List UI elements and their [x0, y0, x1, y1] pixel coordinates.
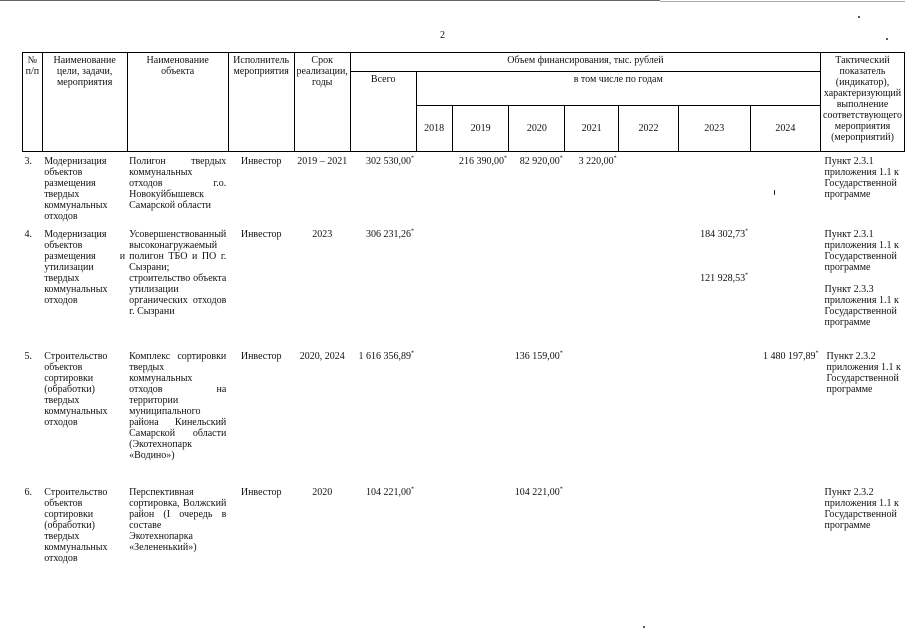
header-goal: Наименование цели, задачи, мероприятия: [42, 53, 127, 152]
funding-table: [22, 52, 905, 577]
footnote-mark: *: [411, 228, 414, 235]
row-executor: Инвестор: [240, 486, 282, 498]
top-border-line-faint: [660, 1, 905, 2]
row-term: 2020, 2024: [299, 350, 345, 362]
header-year: 2020: [509, 106, 565, 152]
cell-2018: [416, 152, 452, 229]
scan-speck: [858, 16, 860, 18]
scan-speck: [886, 38, 888, 40]
table-row: [23, 487, 905, 577]
header-year: 2023: [678, 106, 750, 152]
row-num: 3.: [24, 156, 32, 167]
cell-2020: 104 221,00: [514, 486, 560, 498]
row-num: 5.: [24, 350, 32, 362]
top-border-line: [0, 0, 660, 1]
header-by-years: в том числе по годам: [416, 72, 821, 106]
header-year: 2022: [619, 106, 679, 152]
row-indicator: Пункт 2.3.1 приложения 1.1 к Государственной программе: [824, 156, 899, 200]
cell-2022: [619, 152, 679, 229]
footnote-mark: *: [503, 155, 507, 162]
cell-2023: [678, 152, 750, 229]
page-number: 2: [440, 30, 445, 41]
cell-2021: 3 220,00: [578, 156, 614, 167]
row-total: 104 221,00: [366, 486, 411, 498]
row-indicator: Пункт 2.3.2 приложения 1.1 к Государственной программе: [826, 350, 901, 395]
row-executor: Инвестор: [240, 350, 282, 362]
row-total: 302 530,00: [366, 156, 411, 167]
row-total: 306 231,26: [366, 228, 411, 240]
cell-2020: 82 920,00: [519, 156, 560, 167]
row-indicator: Пункт 2.3.1 приложения 1.1 к Государственной программе: [824, 228, 899, 273]
row-executor: Инвестор: [240, 156, 282, 167]
footnote-mark: *: [559, 486, 563, 493]
header-year: 2021: [565, 106, 619, 152]
header-year: 2024: [750, 106, 820, 152]
row-executor: Инвестор: [240, 228, 282, 240]
row-object-part: Усовершенствованный высоконагружаемый полигон ТБО и ПО г. Сызрани;: [129, 228, 227, 273]
cell-2024: 1 480 197,89: [763, 350, 816, 362]
row-num: 4.: [24, 228, 32, 240]
row-goal: Строительство объектов сортировки (обработки) твердых коммунальных отходов: [44, 350, 108, 428]
row-indicator: Пункт 2.3.3 приложения 1.1 к Государственной программе: [824, 283, 899, 328]
cell-2024: [750, 152, 820, 229]
header-total: Всего: [350, 72, 416, 152]
row-object: Перспективная сортировка, Волжский район (I очередь в составе Экотехнопарка «Зелененький»): [129, 486, 227, 553]
row-object: Полигон твердых коммунальных отходов г.о. Новокуйбышевск Самарской области: [129, 156, 227, 211]
cell-2023: 121 928,53: [700, 272, 746, 284]
cell-2019: 216 390,00: [458, 156, 504, 167]
row-goal: Модернизация объектов размещения твердых коммунальных отходов: [44, 156, 108, 222]
footnote-mark: *: [613, 155, 617, 162]
cell-2023: 184 302,73: [700, 228, 746, 240]
header-funding: Объем финансирования, тыс. рублей: [350, 53, 820, 72]
footnote-mark: *: [559, 155, 563, 162]
header-object: Наименование объекта: [127, 53, 228, 152]
row-term: 2023: [312, 228, 333, 240]
row-total: 1 616 356,89: [358, 350, 411, 362]
row-indicator: Пункт 2.3.2 приложения 1.1 к Государственной программе: [824, 486, 899, 531]
footnote-mark: *: [411, 155, 414, 162]
header-year: 2018: [416, 106, 452, 152]
footnote-mark: *: [411, 486, 414, 493]
header-num: № п/п: [23, 53, 43, 152]
row-goal: Модернизация объектов размещения и утилизации твердых коммунальных отходов: [44, 228, 126, 306]
row-num: 6.: [24, 486, 32, 498]
header-executor: Исполнитель мероприятия: [228, 53, 294, 152]
footnote-mark: *: [559, 350, 563, 357]
header-term: Срок реализации, годы: [294, 53, 350, 152]
row-object-part: строительство объекта утилизации органических отходов г. Сызрани: [129, 272, 227, 317]
scan-speck: [643, 626, 645, 628]
row-goal: Строительство объектов сортировки (обработки) твердых коммунальных отходов: [44, 486, 108, 564]
table-row: [23, 152, 905, 229]
footnote-mark: *: [745, 272, 749, 279]
table-row: [23, 229, 905, 351]
header-indicator: Тактический показатель (индикатор), характеризующий выполнение соответствующего мероприятия (мероприятий): [821, 53, 905, 152]
footnote-mark: *: [815, 350, 819, 357]
row-term: 2020: [312, 486, 333, 498]
row-object: Комплекс сортировки твердых коммунальных отходов на территории муниципального района Кинельский Самарской области (Экотехнопарк «Водино»): [129, 350, 227, 461]
footnote-mark: *: [411, 350, 414, 357]
footnote-mark: *: [745, 228, 749, 235]
table-row: [23, 351, 905, 487]
row-term: 2019 – 2021: [297, 156, 348, 167]
header-year: 2019: [452, 106, 509, 152]
cell-2020: 136 159,00: [514, 350, 560, 362]
